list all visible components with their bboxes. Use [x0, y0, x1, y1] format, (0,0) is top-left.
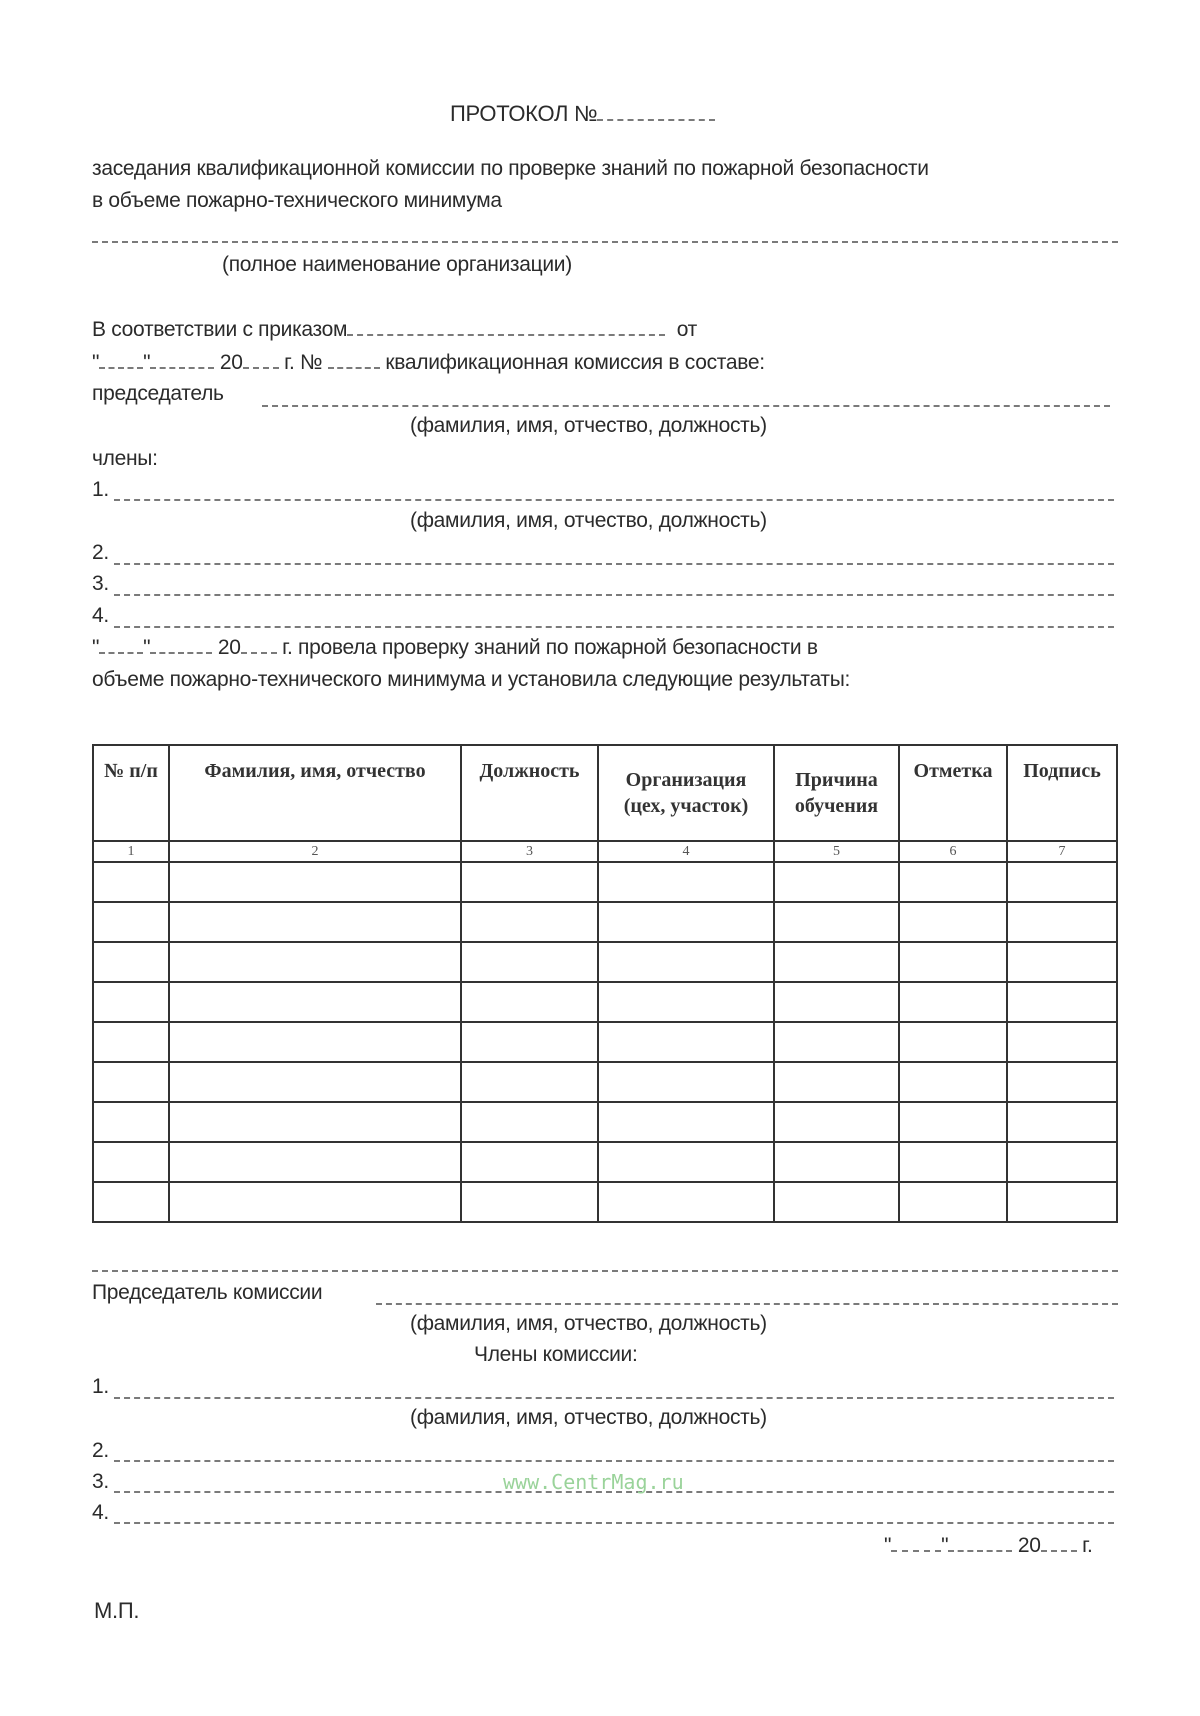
watermark: www.CentrMag.ru — [503, 1470, 684, 1494]
table-cell[interactable] — [899, 1062, 1007, 1102]
table-cell[interactable] — [899, 862, 1007, 902]
table-cell[interactable] — [461, 982, 598, 1022]
column-number: 2 — [169, 841, 461, 862]
table-cell[interactable] — [899, 942, 1007, 982]
order-line — [92, 316, 697, 343]
year-prefix: 20 — [1017, 1534, 1041, 1557]
table-cell[interactable] — [461, 942, 598, 982]
table-cell[interactable] — [774, 1102, 899, 1142]
table-cell[interactable] — [774, 942, 899, 982]
table-cell[interactable] — [169, 1102, 461, 1142]
document-title — [450, 101, 715, 127]
column-header-7 — [1007, 745, 1117, 841]
column-header-subtext: обучения — [794, 795, 879, 817]
chairman-caption: (фамилия, имя, отчество, должность) — [410, 414, 767, 437]
column-number: 3 — [461, 841, 598, 862]
chairman-field[interactable] — [262, 405, 1110, 407]
table-header-row — [93, 745, 1117, 841]
table-cell[interactable] — [461, 1062, 598, 1102]
footer-member-1-field[interactable] — [114, 1397, 1114, 1399]
check-day-field[interactable] — [99, 634, 143, 654]
order-prefix: В соответствии с приказом — [92, 318, 348, 341]
column-header-text: Причина — [795, 769, 878, 791]
table-cell[interactable] — [169, 942, 461, 982]
check-date-line — [92, 634, 818, 661]
table-cell[interactable] — [461, 902, 598, 942]
table-cell[interactable] — [1007, 982, 1117, 1022]
table-cell[interactable] — [461, 1022, 598, 1062]
members-label: члены: — [92, 447, 158, 470]
column-header-text: Должность — [479, 760, 580, 782]
stamp-label: М.П. — [94, 1598, 140, 1623]
table-cell[interactable] — [598, 982, 774, 1022]
table-cell[interactable] — [169, 1142, 461, 1182]
table-row — [93, 862, 1117, 902]
table-cell[interactable] — [774, 902, 899, 942]
order-field[interactable] — [347, 316, 665, 336]
order-month-field[interactable] — [150, 349, 214, 369]
table-cell[interactable] — [169, 1182, 461, 1222]
table-cell[interactable] — [93, 1102, 169, 1142]
table-cell[interactable] — [461, 1182, 598, 1222]
quote-open: " — [884, 1534, 892, 1557]
table-row — [93, 942, 1117, 982]
order-number-label: г. № — [284, 351, 323, 374]
table-cell[interactable] — [1007, 1022, 1117, 1062]
member-3-field[interactable] — [114, 594, 1114, 596]
table-cell[interactable] — [93, 942, 169, 982]
table-cell[interactable] — [1007, 862, 1117, 902]
order-year-field[interactable] — [243, 349, 279, 369]
order-date-line — [92, 349, 765, 376]
organization-name-field[interactable] — [92, 241, 1118, 243]
footer-chairman-label: Председатель комиссии — [92, 1281, 323, 1304]
table-cell[interactable] — [1007, 1102, 1117, 1142]
column-number: 7 — [1007, 841, 1117, 862]
table-cell[interactable] — [899, 1022, 1007, 1062]
column-header-4 — [598, 745, 774, 841]
title-text: ПРОТОКОЛ № — [450, 101, 598, 126]
column-header-1 — [93, 745, 169, 841]
column-header-text: Фамилия, имя, отчество — [204, 760, 426, 782]
column-header-text: Подпись — [1023, 760, 1101, 782]
table-cell[interactable] — [93, 1022, 169, 1062]
quote-open: " — [92, 351, 100, 374]
table-cell[interactable] — [1007, 1182, 1117, 1222]
footer-member-2-field[interactable] — [114, 1460, 1114, 1462]
footer-year-field[interactable] — [1041, 1532, 1077, 1552]
table-cell[interactable] — [598, 1022, 774, 1062]
footer-chairman-field[interactable] — [376, 1303, 1118, 1305]
column-header-5 — [774, 745, 899, 841]
table-cell[interactable] — [899, 982, 1007, 1022]
check-year-field[interactable] — [241, 634, 277, 654]
table-cell[interactable] — [899, 1182, 1007, 1222]
table-cell[interactable] — [461, 1142, 598, 1182]
table-cell[interactable] — [774, 1022, 899, 1062]
member-2-field[interactable] — [114, 563, 1114, 565]
subtitle-line-1: заседания квалификационной комиссии по проверке знаний по пожарной безопасности — [92, 157, 929, 180]
table-cell[interactable] — [598, 1062, 774, 1102]
organization-caption: (полное наименование организации) — [222, 253, 572, 276]
check-text-2: объеме пожарно-технического минимума и установила следующие результаты: — [92, 668, 851, 691]
table-cell[interactable] — [1007, 902, 1117, 942]
table-row — [93, 902, 1117, 942]
column-header-subtext: (цех, участок) — [623, 795, 749, 817]
quote-close: " — [143, 351, 151, 374]
year-prefix: 20 — [217, 636, 241, 659]
table-cell[interactable] — [598, 862, 774, 902]
member-1-number: 1. — [92, 478, 109, 501]
footer-top-line[interactable] — [92, 1270, 1118, 1272]
table-cell[interactable] — [93, 862, 169, 902]
table-cell[interactable] — [169, 1022, 461, 1062]
protocol-number-field[interactable] — [597, 101, 715, 121]
table-cell[interactable] — [598, 1182, 774, 1222]
column-number: 5 — [774, 841, 899, 862]
table-cell[interactable] — [774, 1182, 899, 1222]
table-cell[interactable] — [461, 1102, 598, 1142]
results-table — [92, 744, 1118, 1223]
table-cell[interactable] — [899, 902, 1007, 942]
footer-member-3-number: 3. — [92, 1470, 109, 1493]
quote-open: " — [92, 636, 100, 659]
footer-member-2-number: 2. — [92, 1439, 109, 1462]
table-cell[interactable] — [169, 902, 461, 942]
year-suffix: г. — [1082, 1534, 1093, 1557]
table-cell[interactable] — [598, 1102, 774, 1142]
table-cell[interactable] — [774, 1142, 899, 1182]
table-row — [93, 1182, 1117, 1222]
column-header-text: Организация — [625, 769, 747, 791]
table-cell[interactable] — [169, 862, 461, 902]
column-header-3 — [461, 745, 598, 841]
footer-member-1-number: 1. — [92, 1375, 109, 1398]
table-cell[interactable] — [1007, 1062, 1117, 1102]
table-cell[interactable] — [93, 1142, 169, 1182]
member-4-field[interactable] — [114, 626, 1114, 628]
table-row — [93, 1142, 1117, 1182]
member-2-number: 2. — [92, 541, 109, 564]
quote-close: " — [143, 636, 151, 659]
table-cell[interactable] — [461, 862, 598, 902]
column-header-text: Отметка — [913, 760, 993, 782]
table-cell[interactable] — [774, 1062, 899, 1102]
table-row — [93, 1062, 1117, 1102]
table-cell[interactable] — [899, 1102, 1007, 1142]
table-cell[interactable] — [598, 902, 774, 942]
year-prefix: 20 — [219, 351, 243, 374]
column-number: 6 — [899, 841, 1007, 862]
check-month-field[interactable] — [150, 634, 212, 654]
commission-text: квалификационная комиссия в составе: — [385, 351, 765, 374]
table-cell[interactable] — [598, 1142, 774, 1182]
column-number: 4 — [598, 841, 774, 862]
column-number-row — [93, 841, 1117, 862]
table-cell[interactable] — [899, 1142, 1007, 1182]
table-cell[interactable] — [93, 982, 169, 1022]
table-cell[interactable] — [93, 1182, 169, 1222]
table-cell[interactable] — [1007, 1142, 1117, 1182]
table-cell[interactable] — [598, 942, 774, 982]
table-row — [93, 1102, 1117, 1142]
table-cell[interactable] — [1007, 942, 1117, 982]
table-cell[interactable] — [774, 982, 899, 1022]
footer-day-field[interactable] — [891, 1532, 941, 1552]
column-header-text: № п/п — [104, 760, 158, 782]
order-number-field[interactable] — [328, 349, 380, 369]
column-header-6 — [899, 745, 1007, 841]
footer-member-4-field[interactable] — [114, 1522, 1114, 1524]
table-cell[interactable] — [93, 902, 169, 942]
table-cell[interactable] — [169, 1062, 461, 1102]
column-header-2 — [169, 745, 461, 841]
order-day-field[interactable] — [99, 349, 143, 369]
subtitle-line-2: в объеме пожарно-технического минимума — [92, 189, 502, 212]
footer-chairman-caption: (фамилия, имя, отчество, должность) — [410, 1312, 767, 1335]
member-3-number: 3. — [92, 572, 109, 595]
footer-member-1-caption: (фамилия, имя, отчество, должность) — [410, 1406, 767, 1429]
footer-members-label: Члены комиссии: — [474, 1343, 638, 1366]
quote-close: " — [941, 1534, 949, 1557]
footer-member-4-number: 4. — [92, 1501, 109, 1524]
member-1-field[interactable] — [114, 499, 1114, 501]
table-row — [93, 1022, 1117, 1062]
member-4-number: 4. — [92, 604, 109, 627]
table-cell[interactable] — [93, 1062, 169, 1102]
footer-month-field[interactable] — [948, 1532, 1012, 1552]
table-cell[interactable] — [169, 982, 461, 1022]
column-number: 1 — [93, 841, 169, 862]
footer-date — [884, 1532, 1093, 1559]
check-text-1: г. провела проверку знаний по пожарной безопасности в — [282, 636, 818, 659]
table-cell[interactable] — [774, 862, 899, 902]
chairman-label: председатель — [92, 382, 224, 405]
table-row — [93, 982, 1117, 1022]
order-from: от — [676, 318, 697, 341]
member-1-caption: (фамилия, имя, отчество, должность) — [410, 509, 767, 532]
